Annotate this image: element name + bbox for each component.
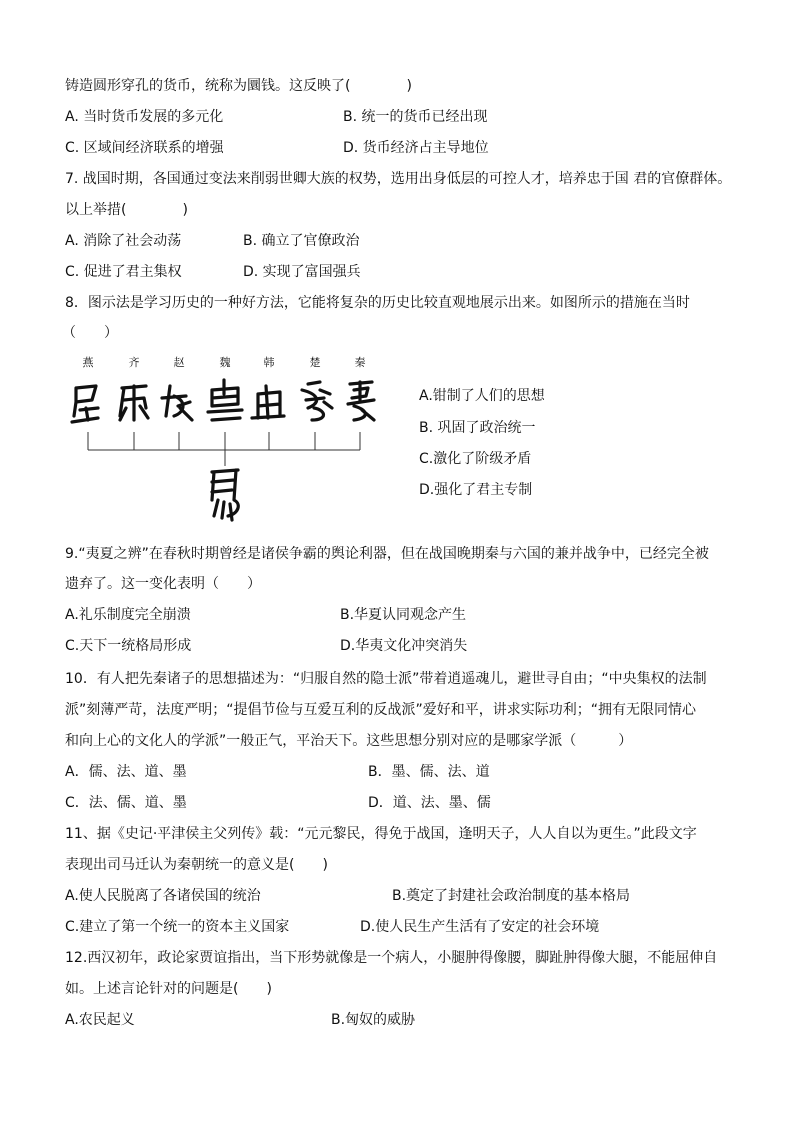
- q12-stem-line1: 12.西汉初年，政论家贾谊指出，当下形势就像是一个病人，小腿肿得像腰，脚趾肿得像大腿，不能屈伸自: [65, 950, 718, 966]
- q11-option-a[interactable]: A.使人民脱离了各诸侯国的统治: [65, 888, 261, 904]
- seal-glyph-chu: [302, 382, 332, 420]
- q12-stem-line2: 如。上述言论针对的问题是( ): [65, 981, 272, 997]
- seal-glyph-qi: [120, 386, 148, 420]
- tree-connector: [88, 432, 360, 466]
- q6-stem: 铸造圆形穿孔的货币，统称为圜钱。这反映了( ): [65, 78, 412, 94]
- q9-option-a[interactable]: A.礼乐制度完全崩溃: [65, 607, 191, 623]
- q10-option-d[interactable]: D．道、法、墨、儒: [368, 795, 491, 811]
- q6-option-b[interactable]: B. 统一的货币已经出现: [343, 109, 488, 125]
- seal-glyph-zhao: [162, 386, 192, 420]
- q8-option-c[interactable]: C.激化了阶级矛盾: [419, 451, 532, 467]
- q10-stem-line3: 和向上心的文化人的学派”一般正气，平治天下。这些思想分别对应的是哪家学派（ ）: [65, 733, 633, 749]
- q11-option-b[interactable]: B.奠定了封建社会政治制度的基本格局: [392, 888, 631, 904]
- q9-stem-line2: 遗弃了。这一变化表明（ ）: [65, 576, 261, 592]
- state-label: 赵: [173, 356, 185, 369]
- state-label: 楚: [309, 356, 321, 369]
- seal-glyph-yan: [72, 386, 98, 422]
- seal-glyph-han: [252, 386, 284, 418]
- q9-option-c[interactable]: C.天下一统格局形成: [65, 638, 192, 654]
- q9-stem-line1: 9.“夷夏之辨”在春秋时期曾经是诸侯争霸的舆论利器，但在战国晚期秦与六国的兼并战争中，已经完全被: [65, 546, 709, 562]
- state-label: 齐: [128, 356, 140, 369]
- q8-script-unification-figure: [62, 350, 402, 530]
- q12-option-a[interactable]: A.农民起义: [65, 1012, 135, 1028]
- q10-stem-line1: 10．有人把先秦诸子的思想描述为：“归服自然的隐士派”带着逍遥魂儿，避世寻自由；“中央集权的法制: [65, 671, 707, 687]
- q6-option-c[interactable]: C. 区域间经济联系的增强: [65, 140, 224, 156]
- seal-glyph-wei: [208, 380, 242, 420]
- q6-option-d[interactable]: D. 货币经济占主导地位: [343, 140, 489, 156]
- q9-option-d[interactable]: D.华夷文化冲突消失: [340, 638, 468, 654]
- q8-option-b[interactable]: B. 巩固了政治统一: [419, 420, 536, 436]
- state-label: 魏: [219, 356, 231, 369]
- state-label: 燕: [82, 356, 94, 369]
- q8-option-a[interactable]: A.钳制了人们的思想: [419, 388, 545, 404]
- q6-option-a[interactable]: A. 当时货币发展的多元化: [65, 109, 224, 125]
- q11-option-c[interactable]: C.建立了第一个统一的资本主义国家: [65, 919, 290, 935]
- state-label: 秦: [354, 356, 366, 369]
- q10-stem-line2: 派”刻薄严苛，法度严明；“提倡节俭与互爱互利的反战派”爱好和平，讲求实际功利；“拥有无限同情心: [65, 702, 697, 718]
- state-label: 韩: [263, 356, 275, 369]
- q7-stem-line1: 7. 战国时期，各国通过变法来削弱世卿大族的权势，选用出身低层的可控人才，培养忠于国 君的官僚群体。: [65, 171, 732, 187]
- q8-stem-line2: （ ）: [62, 325, 118, 341]
- q9-option-b[interactable]: B.华夏认同观念产生: [340, 607, 467, 623]
- q8-option-d[interactable]: D.强化了君主专制: [419, 482, 533, 498]
- q7-stem-line2: 以上举措( ): [65, 202, 188, 218]
- q11-option-d[interactable]: D.使人民生产生活有了安定的社会环境: [360, 919, 600, 935]
- q10-option-c[interactable]: C．法、儒、道、墨: [65, 795, 187, 811]
- seal-glyph-qin: [348, 382, 374, 420]
- q7-option-b[interactable]: B. 确立了官僚政治: [243, 233, 360, 249]
- q7-option-a[interactable]: A. 消除了社会动荡: [65, 233, 182, 249]
- q10-option-a[interactable]: A．儒、法、道、墨: [65, 764, 187, 780]
- q11-stem-line2: 表现出司马迁认为秦朝统一的意义是( ): [65, 857, 328, 873]
- unified-seal-glyph: [212, 470, 238, 520]
- q8-stem-line1: 8．图示法是学习历史的一种好方法，它能将复杂的历史比较直观地展示出来。如图所示的措施在当时: [65, 295, 690, 311]
- q11-stem-line1: 11、据《史记·平津侯主父列传》载：“元元黎民，得免于战国，逢明天子，人人自以为更生。”此段文字: [65, 826, 697, 842]
- q10-option-b[interactable]: B．墨、儒、法、道: [368, 764, 490, 780]
- q7-option-d[interactable]: D. 实现了富国强兵: [243, 264, 361, 280]
- q7-option-c[interactable]: C. 促进了君主集权: [65, 264, 182, 280]
- q12-option-b[interactable]: B.匈奴的威胁: [331, 1012, 416, 1028]
